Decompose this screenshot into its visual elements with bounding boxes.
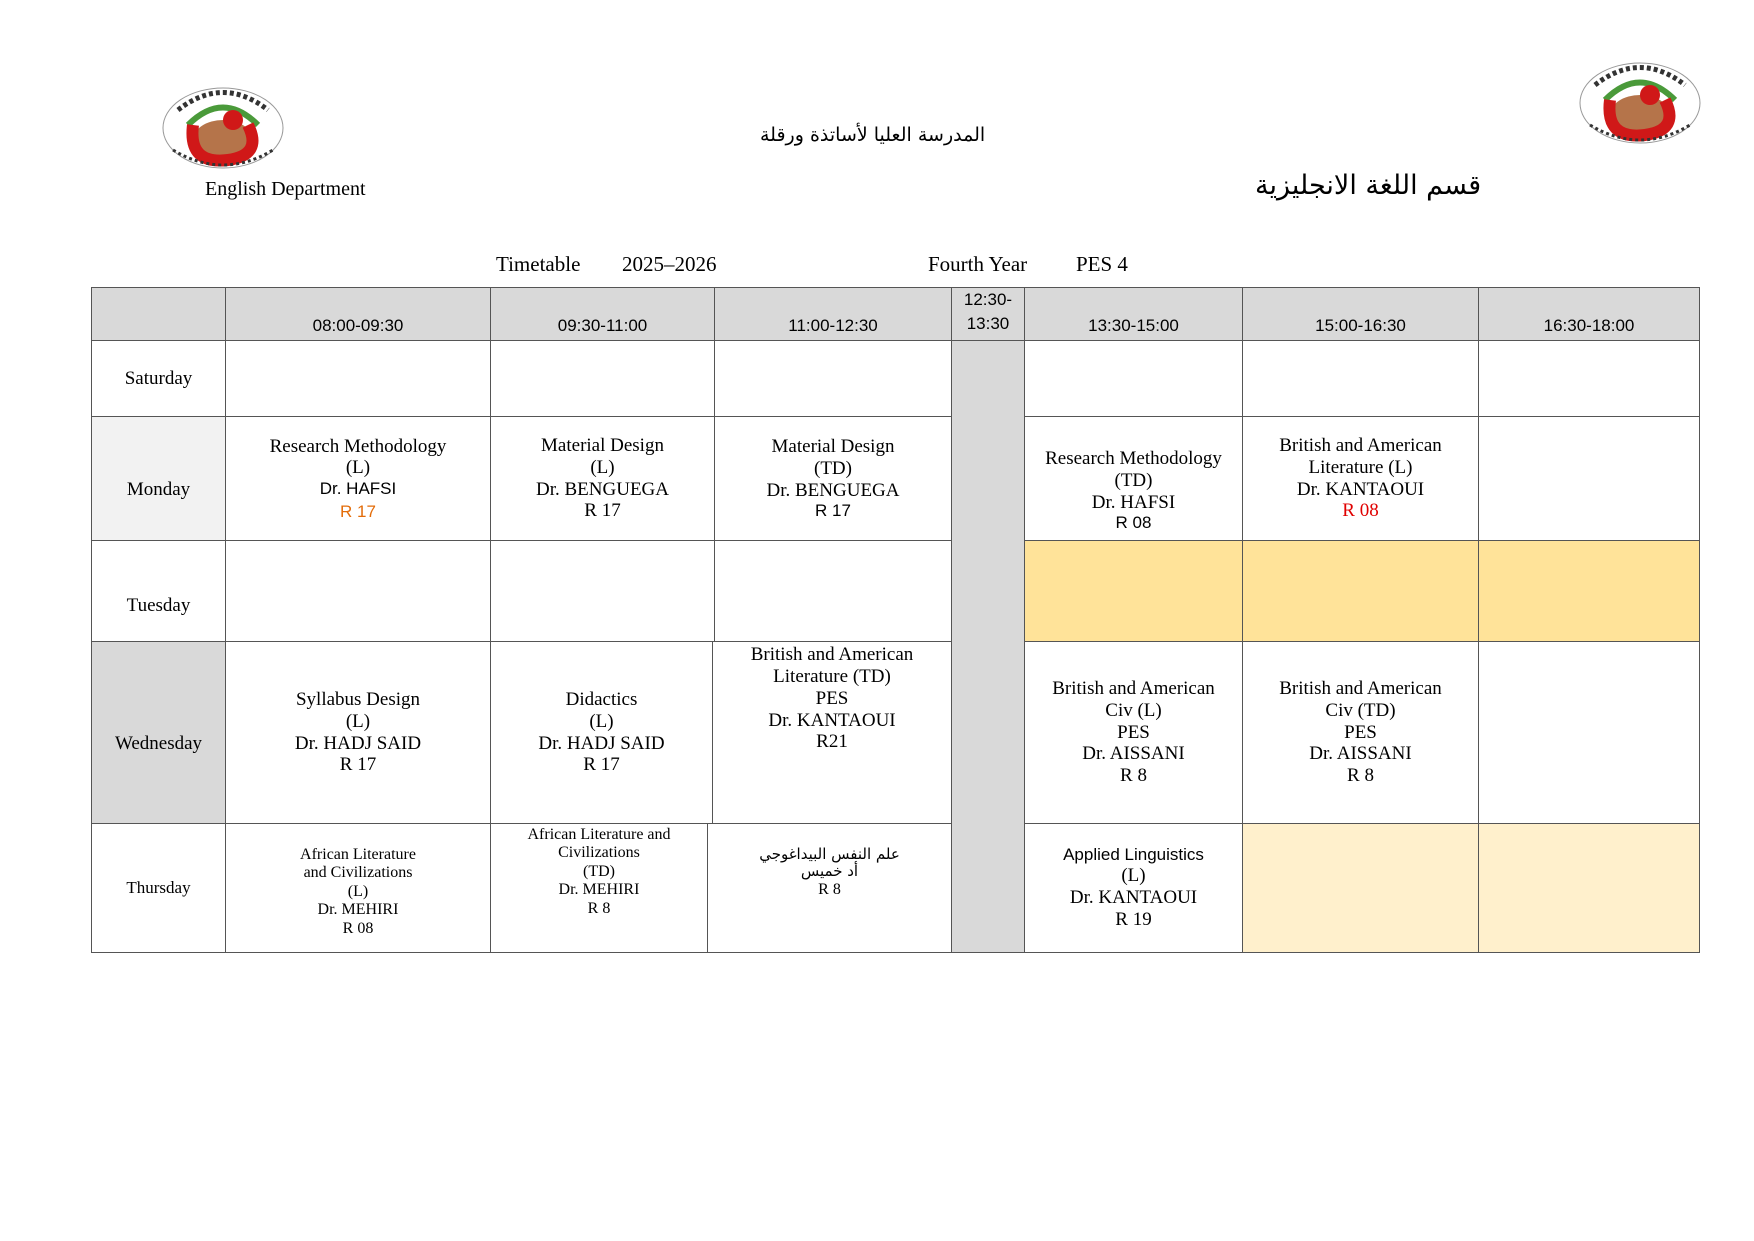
course-name: British and American (750, 644, 914, 665)
course-name: British and American (1052, 677, 1215, 699)
class-slot (1024, 416, 1243, 541)
teacher: Dr. BENGUEGA (536, 478, 669, 500)
course-type: Civ (L) (1105, 699, 1162, 721)
study-level: Fourth Year (928, 252, 1028, 276)
course-name: African Literature and (527, 826, 671, 843)
course-type: (L) (1121, 865, 1146, 886)
empty-slot (1478, 641, 1700, 824)
highlighted-empty-slot (1478, 823, 1700, 953)
lunch-break-column (951, 340, 1025, 953)
slot-header: 16:30-18:00 (1478, 287, 1700, 341)
class-slot (707, 823, 952, 953)
empty-slot (1024, 340, 1243, 417)
teacher: Dr. HAFSI (319, 479, 397, 499)
day-saturday: Saturday (91, 340, 226, 417)
slot-header: 09:30-11:00 (490, 287, 715, 341)
class-slot (225, 641, 491, 824)
course-name: African Literature (300, 846, 416, 864)
teacher: Dr. AISSANI (1082, 743, 1185, 765)
course-name: Material Design (771, 435, 895, 457)
department-name-en: English Department (205, 178, 366, 200)
class-slot (1242, 641, 1479, 824)
group: PES (815, 687, 849, 709)
day-tuesday: Tuesday (91, 540, 226, 642)
group: PES (1117, 721, 1150, 743)
room: R 8 (1120, 765, 1147, 787)
course-name: British and American (1279, 677, 1442, 699)
room: R 8 (1347, 765, 1374, 787)
room: R 17 (339, 754, 377, 776)
empty-slot (714, 540, 952, 642)
class-slot (490, 823, 708, 953)
course-type: (TD) (1114, 469, 1153, 491)
class-slot (712, 641, 952, 824)
empty-slot (1242, 340, 1479, 417)
timetable-grid (91, 287, 1700, 953)
room: R 08 (1342, 500, 1379, 522)
course-type: (TD) (583, 862, 615, 880)
course-name: Syllabus Design (295, 688, 421, 710)
room: R 08 (342, 919, 374, 937)
course-name: British and American (1279, 434, 1442, 456)
highlighted-empty-slot (1242, 540, 1479, 642)
lunch-slot-end: 13:30 (966, 314, 1010, 334)
course-type: Literature (L) (1308, 456, 1413, 478)
room: R 19 (1115, 908, 1152, 930)
teacher: Dr. MEHIRI (558, 881, 640, 899)
highlighted-empty-slot (1242, 823, 1479, 953)
room: R 17 (583, 754, 620, 776)
teacher-ar: أد خميس (800, 862, 859, 881)
course-name: Applied Linguistics (1063, 845, 1204, 865)
day-monday: Monday (91, 416, 226, 541)
course-type: (TD) (814, 457, 852, 479)
school-name-ar: المدرسة العليا لأساتذة ورقلة (760, 124, 986, 146)
highlighted-empty-slot (1478, 540, 1700, 642)
slot-header: 11:00-12:30 (714, 287, 952, 341)
teacher: Dr. KANTAOUI (1296, 478, 1425, 500)
slot-header: 13:30-15:00 (1024, 287, 1243, 341)
empty-slot (225, 340, 491, 417)
room: R21 (816, 731, 848, 753)
course-name-ar: علم النفس البيداغوجي (759, 845, 900, 863)
empty-slot (490, 540, 715, 642)
school-logo-right (1565, 45, 1715, 155)
empty-slot (1478, 340, 1700, 417)
highlighted-empty-slot (1024, 540, 1243, 642)
slot-header: 15:00-16:30 (1242, 287, 1479, 341)
day-thursday: Thursday (91, 823, 226, 953)
class-slot (1242, 416, 1479, 541)
header-corner (91, 287, 226, 341)
teacher: Dr. MEHIRI (317, 901, 399, 919)
class-slot (714, 416, 952, 541)
course-type: (L) (589, 710, 614, 732)
teacher: Dr. AISSANI (1309, 743, 1412, 765)
course-name: Research Methodology (269, 435, 447, 457)
study-group: PES 4 (1076, 252, 1128, 276)
class-slot (225, 823, 491, 953)
empty-slot (714, 340, 952, 417)
course-type: (L) (345, 710, 371, 732)
academic-year: 2025–2026 (622, 252, 717, 276)
empty-slot (490, 340, 715, 417)
class-slot (490, 641, 713, 824)
class-slot (225, 416, 491, 541)
course-type: Civ (TD) (1325, 699, 1396, 721)
teacher: Dr. KANTAOUI (1069, 886, 1198, 908)
class-slot (1024, 823, 1243, 953)
course-name: Didactics (565, 688, 638, 710)
department-name-ar: قسم اللغة الانجليزية (1255, 170, 1482, 201)
teacher: Dr. HADJ SAID (294, 732, 422, 754)
course-type: (L) (347, 882, 369, 900)
lunch-slot-start: 12:30- (963, 290, 1013, 310)
room: R 8 (587, 899, 611, 917)
course-type: Literature (TD) (773, 665, 891, 687)
course-type: (L) (590, 456, 615, 478)
empty-slot (1478, 416, 1700, 541)
room: R 08 (1115, 513, 1152, 533)
lunch-slot-header (951, 287, 1025, 341)
class-slot (490, 416, 715, 541)
course-name-cont: Civilizations (558, 844, 640, 862)
course-type: (L) (345, 457, 371, 479)
room: R 17 (584, 500, 621, 522)
room: R 17 (815, 501, 851, 521)
group: PES (1344, 721, 1377, 743)
room: R 8 (818, 880, 841, 898)
empty-slot (225, 540, 491, 642)
teacher: Dr. KANTAOUI (768, 709, 896, 731)
teacher: Dr. HAFSI (1091, 491, 1176, 513)
timetable-label: Timetable (496, 252, 581, 276)
room: R 17 (340, 501, 376, 521)
class-slot (1024, 641, 1243, 824)
course-name: Material Design (541, 434, 664, 456)
school-logo-left (148, 70, 298, 180)
course-name: Research Methodology (1045, 447, 1222, 469)
teacher: Dr. HADJ SAID (538, 732, 665, 754)
day-wednesday: Wednesday (91, 641, 226, 824)
slot-header: 08:00-09:30 (225, 287, 491, 341)
course-name-cont: and Civilizations (303, 864, 413, 882)
teacher: Dr. BENGUEGA (766, 479, 900, 501)
